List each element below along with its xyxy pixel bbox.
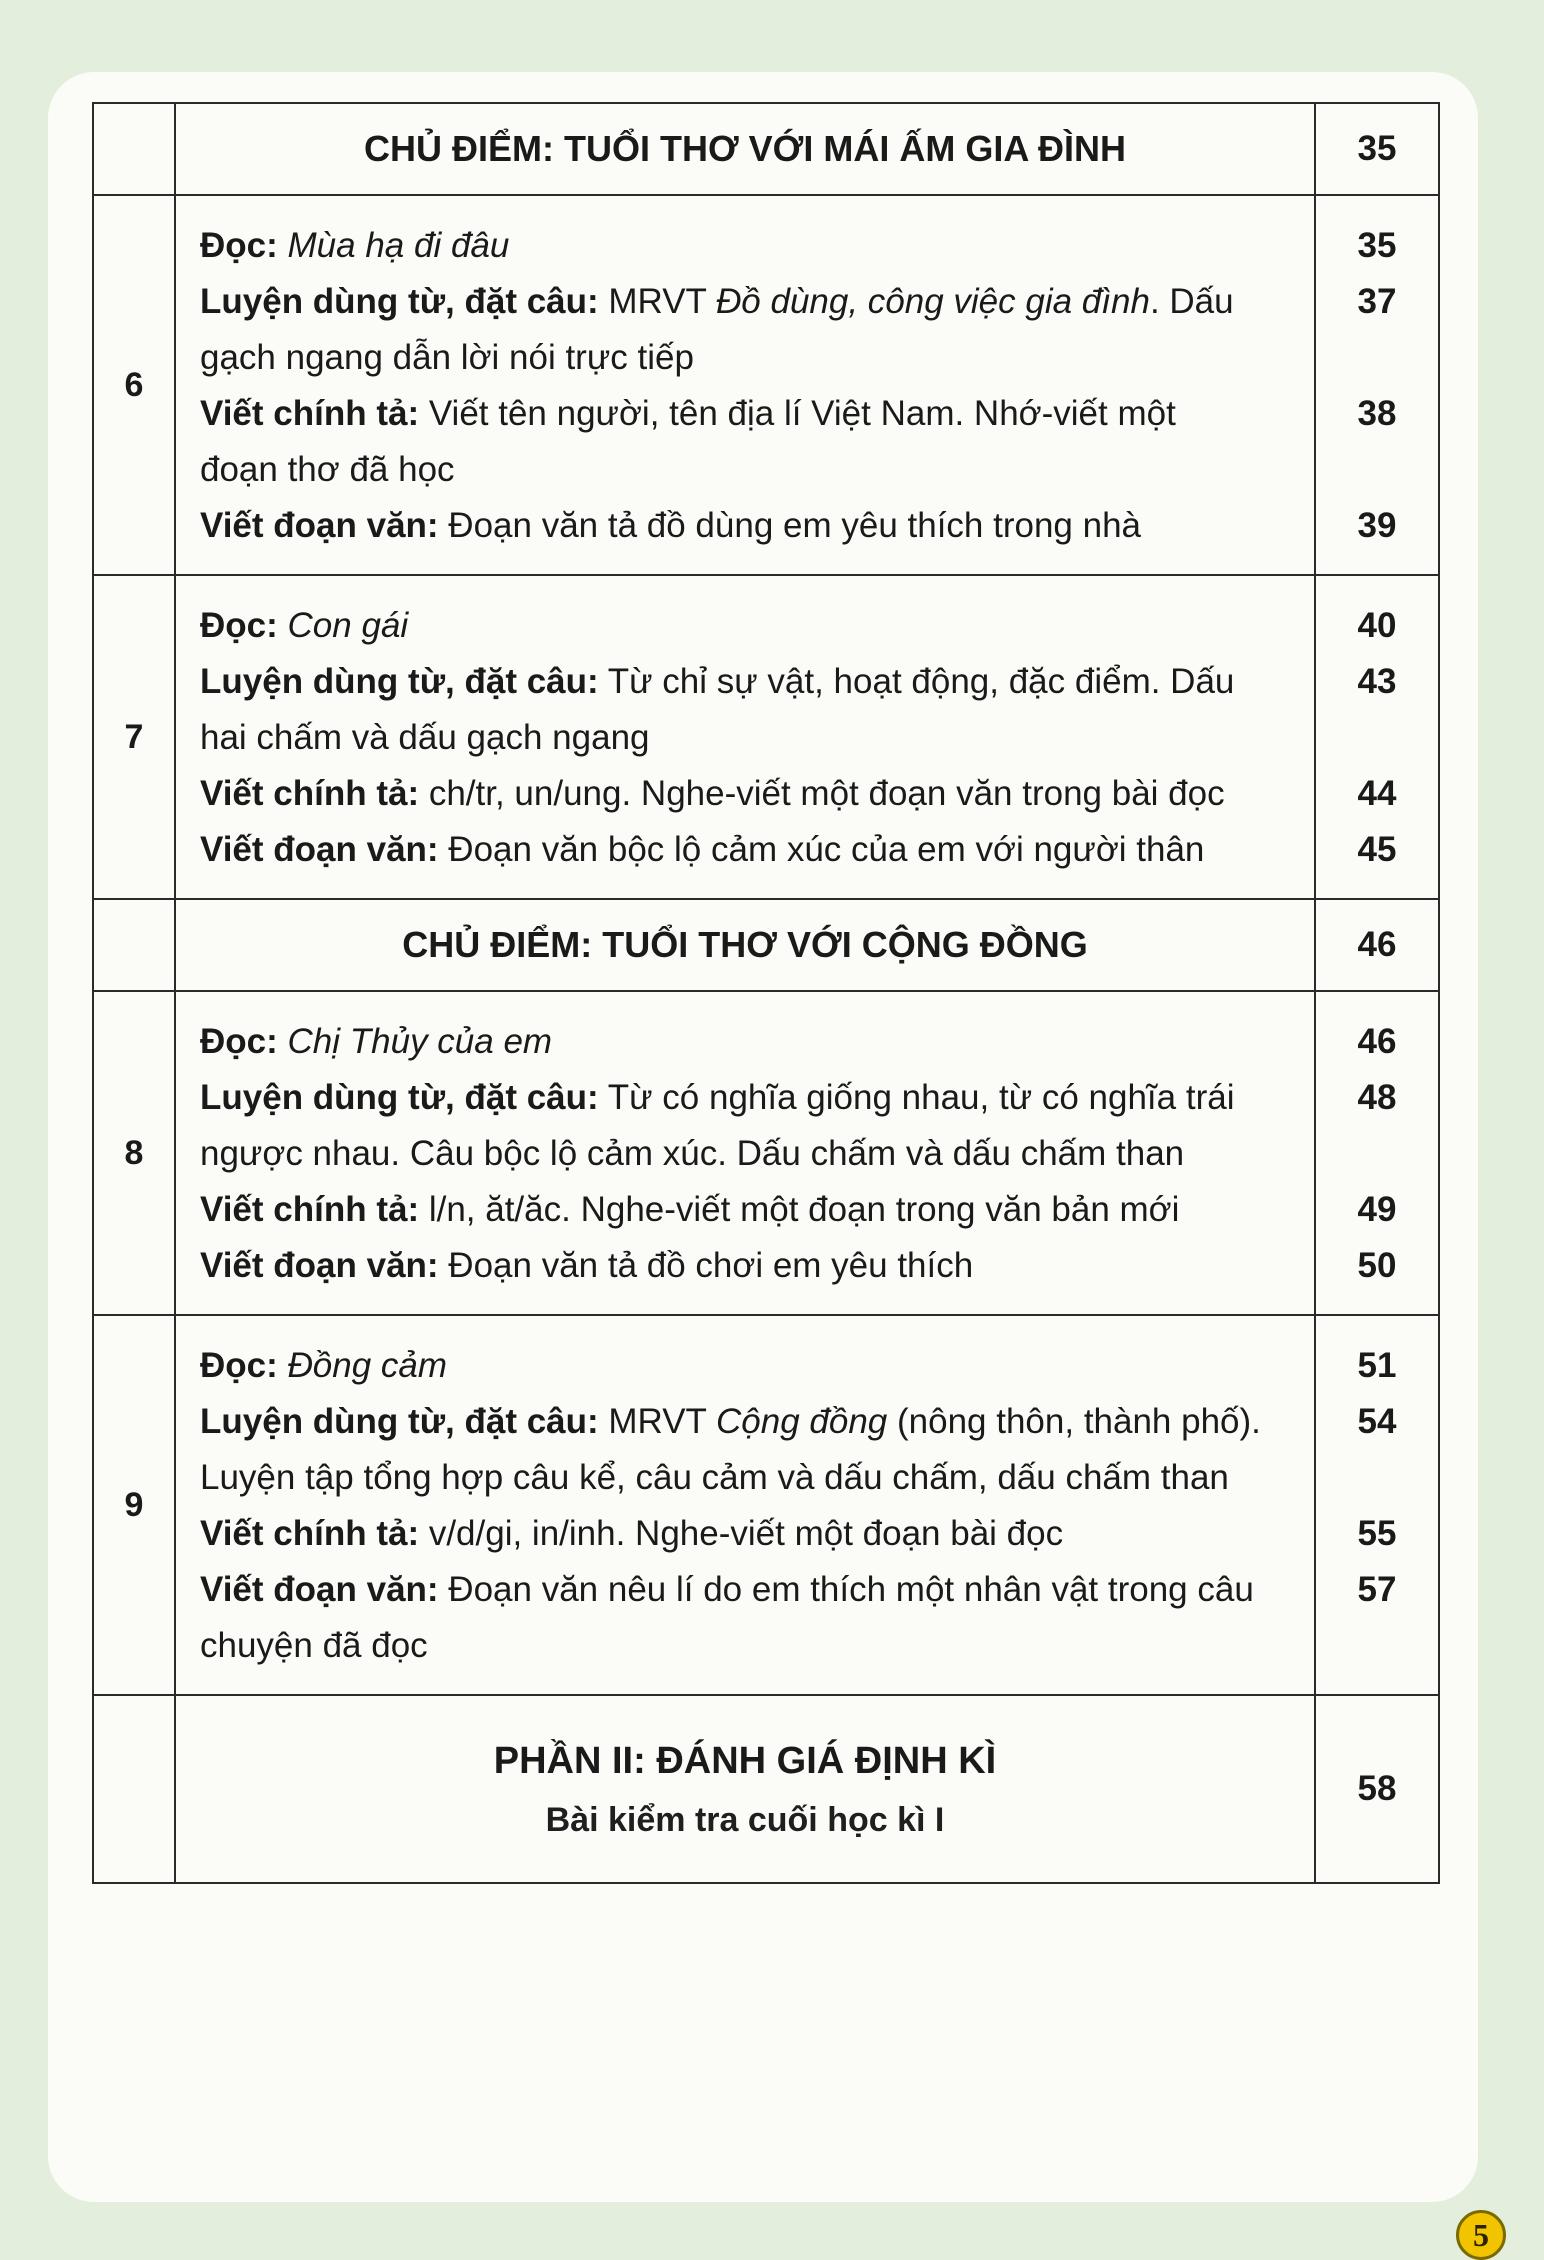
lesson-text: Từ chỉ sự vật, hoạt động, đặc điểm. Dấu — [598, 662, 1235, 701]
unit-row — [93, 1315, 1439, 1695]
lesson-page: 44 — [1357, 774, 1397, 813]
lesson-text: hai chấm và dấu gạch ngang — [200, 718, 650, 757]
part-title: PHẦN II: ĐÁNH GIÁ ĐỊNH KÌ — [493, 1740, 997, 1782]
lesson-line — [200, 274, 1290, 330]
lesson-text — [278, 606, 288, 645]
lesson-text: gạch ngang dẫn lời nói trực tiếp — [200, 338, 694, 377]
lesson-text: ch/tr, un/ung. Nghe-viết một đoạn văn trong bài đọc — [419, 774, 1225, 813]
unit-row — [93, 195, 1439, 575]
lesson-page: 46 — [1357, 1022, 1397, 1061]
lesson-page: 40 — [1357, 606, 1397, 645]
unit-row — [93, 991, 1439, 1315]
lesson-line — [200, 822, 1290, 878]
page-number-badge: 5 — [1456, 2210, 1506, 2260]
unit-pages — [1315, 1315, 1439, 1695]
lesson-label: Viết đoạn văn: — [200, 830, 439, 869]
lesson-line — [200, 442, 1290, 498]
theme-title: CHỦ ĐIỂM: TUỔI THƠ VỚI MÁI ẤM GIA ĐÌNH — [175, 103, 1315, 195]
lesson-text: MRVT — [598, 282, 717, 321]
lesson-label: Luyện dùng từ, đặt câu: — [200, 1078, 599, 1117]
lesson-title: Con gái — [287, 606, 409, 645]
lesson-text: l/n, ăt/ăc. Nghe-viết một đoạn trong văn bản mới — [419, 1190, 1180, 1229]
lesson-text-after: (nông thôn, thành phố). — [887, 1402, 1261, 1441]
lesson-text — [278, 1022, 288, 1061]
lesson-label: Viết đoạn văn: — [200, 506, 439, 545]
lesson-line — [200, 1562, 1290, 1618]
lesson-line — [200, 598, 1290, 654]
lesson-line — [200, 1014, 1290, 1070]
lesson-label: Viết chính tả: — [200, 1190, 420, 1229]
lesson-line — [200, 330, 1290, 386]
unit-lessons — [175, 195, 1315, 575]
lesson-line — [200, 1394, 1290, 1450]
lesson-line — [200, 1618, 1290, 1674]
part-page: 58 — [1315, 1695, 1439, 1883]
lesson-title: Cộng đồng — [716, 1402, 888, 1441]
theme-page: 35 — [1315, 103, 1439, 195]
lesson-label: Viết đoạn văn: — [200, 1246, 439, 1285]
theme-page: 46 — [1315, 899, 1439, 991]
lesson-label: Đọc: — [200, 1346, 278, 1385]
lesson-page: 43 — [1357, 662, 1397, 701]
unit-pages — [1315, 195, 1439, 575]
unit-number: 7 — [93, 575, 175, 899]
lesson-text: Viết tên người, tên địa lí Việt Nam. Nhớ-viết một — [419, 394, 1176, 433]
lesson-label: Đọc: — [200, 606, 278, 645]
lesson-label: Đọc: — [200, 1022, 278, 1061]
lesson-text — [278, 1346, 288, 1385]
part-row — [93, 1695, 1439, 1883]
theme-row — [93, 103, 1439, 195]
lesson-text-after: . Dấu — [1149, 282, 1234, 321]
lesson-text: Đoạn văn tả đồ dùng em yêu thích trong nhà — [438, 506, 1142, 545]
lesson-line — [200, 1506, 1290, 1562]
unit-lessons — [175, 991, 1315, 1315]
lesson-text: Từ có nghĩa giống nhau, từ có nghĩa trái — [598, 1078, 1235, 1117]
lesson-text: Đoạn văn nêu lí do em thích một nhân vật trong câu — [438, 1570, 1254, 1609]
unit-number: 6 — [93, 195, 175, 575]
lesson-label: Đọc: — [200, 226, 278, 265]
lesson-text: Đoạn văn bộc lộ cảm xúc của em với người thân — [438, 830, 1205, 869]
lesson-line — [200, 1182, 1290, 1238]
lesson-page: 48 — [1357, 1078, 1397, 1117]
lesson-label: Luyện dùng từ, đặt câu: — [200, 282, 599, 321]
lesson-line — [200, 1238, 1290, 1294]
part-cell — [175, 1695, 1315, 1883]
lesson-line — [200, 498, 1290, 554]
lesson-page: 45 — [1357, 830, 1397, 869]
lesson-line — [200, 766, 1290, 822]
lesson-page: 54 — [1357, 1402, 1397, 1441]
unit-pages — [1315, 575, 1439, 899]
lesson-line — [200, 1450, 1290, 1506]
lesson-text: đoạn thơ đã học — [200, 450, 455, 489]
theme-row — [93, 899, 1439, 991]
lesson-label: Viết chính tả: — [200, 1514, 420, 1553]
lesson-page: 50 — [1357, 1246, 1397, 1285]
lesson-text: chuyện đã đọc — [200, 1626, 428, 1665]
lesson-text — [278, 226, 288, 265]
lesson-text: Luyện tập tổng hợp câu kể, câu cảm và dấu chấm, dấu chấm than — [200, 1458, 1229, 1497]
lesson-title: Chị Thủy của em — [287, 1022, 553, 1061]
lesson-line — [200, 1338, 1290, 1394]
lesson-page: 35 — [1357, 226, 1397, 265]
unit-number: 9 — [93, 1315, 175, 1695]
unit-number: 8 — [93, 991, 175, 1315]
lesson-label: Viết chính tả: — [200, 394, 420, 433]
part-unit-cell — [93, 1695, 175, 1883]
lesson-line — [200, 710, 1290, 766]
unit-pages — [1315, 991, 1439, 1315]
part-subtitle: Bài kiểm tra cuối học kì I — [545, 1801, 945, 1839]
lesson-line — [200, 654, 1290, 710]
unit-lessons — [175, 1315, 1315, 1695]
lesson-title: Đồng cảm — [287, 1346, 448, 1385]
lesson-page: 51 — [1357, 1346, 1397, 1385]
lesson-page: 39 — [1357, 506, 1397, 545]
lesson-label: Luyện dùng từ, đặt câu: — [200, 1402, 599, 1441]
lesson-page: 57 — [1357, 1570, 1397, 1609]
lesson-text: Đoạn văn tả đồ chơi em yêu thích — [438, 1246, 974, 1285]
lesson-page: 37 — [1357, 282, 1397, 321]
lesson-line — [200, 386, 1290, 442]
theme-title: CHỦ ĐIỂM: TUỔI THƠ VỚI CỘNG ĐỒNG — [175, 899, 1315, 991]
lesson-page: 55 — [1357, 1514, 1397, 1553]
lesson-text: ngược nhau. Câu bộc lộ cảm xúc. Dấu chấm và dấu chấm than — [200, 1134, 1185, 1173]
lesson-title: Đồ dùng, công việc gia đình — [716, 282, 1150, 321]
lesson-line — [200, 218, 1290, 274]
lesson-text: v/d/gi, in/inh. Nghe-viết một đoạn bài đọc — [419, 1514, 1064, 1553]
theme-unit-cell — [93, 103, 175, 195]
theme-unit-cell — [93, 899, 175, 991]
lesson-text: MRVT — [598, 1402, 717, 1441]
lesson-line — [200, 1126, 1290, 1182]
lesson-label: Viết chính tả: — [200, 774, 420, 813]
unit-lessons — [175, 575, 1315, 899]
lesson-title: Mùa hạ đi đâu — [287, 226, 510, 265]
lesson-page: 49 — [1357, 1190, 1397, 1229]
lesson-page: 38 — [1357, 394, 1397, 433]
unit-row — [93, 575, 1439, 899]
lesson-line — [200, 1070, 1290, 1126]
table-of-contents — [92, 102, 1440, 1884]
lesson-label: Luyện dùng từ, đặt câu: — [200, 662, 599, 701]
lesson-label: Viết đoạn văn: — [200, 1570, 439, 1609]
